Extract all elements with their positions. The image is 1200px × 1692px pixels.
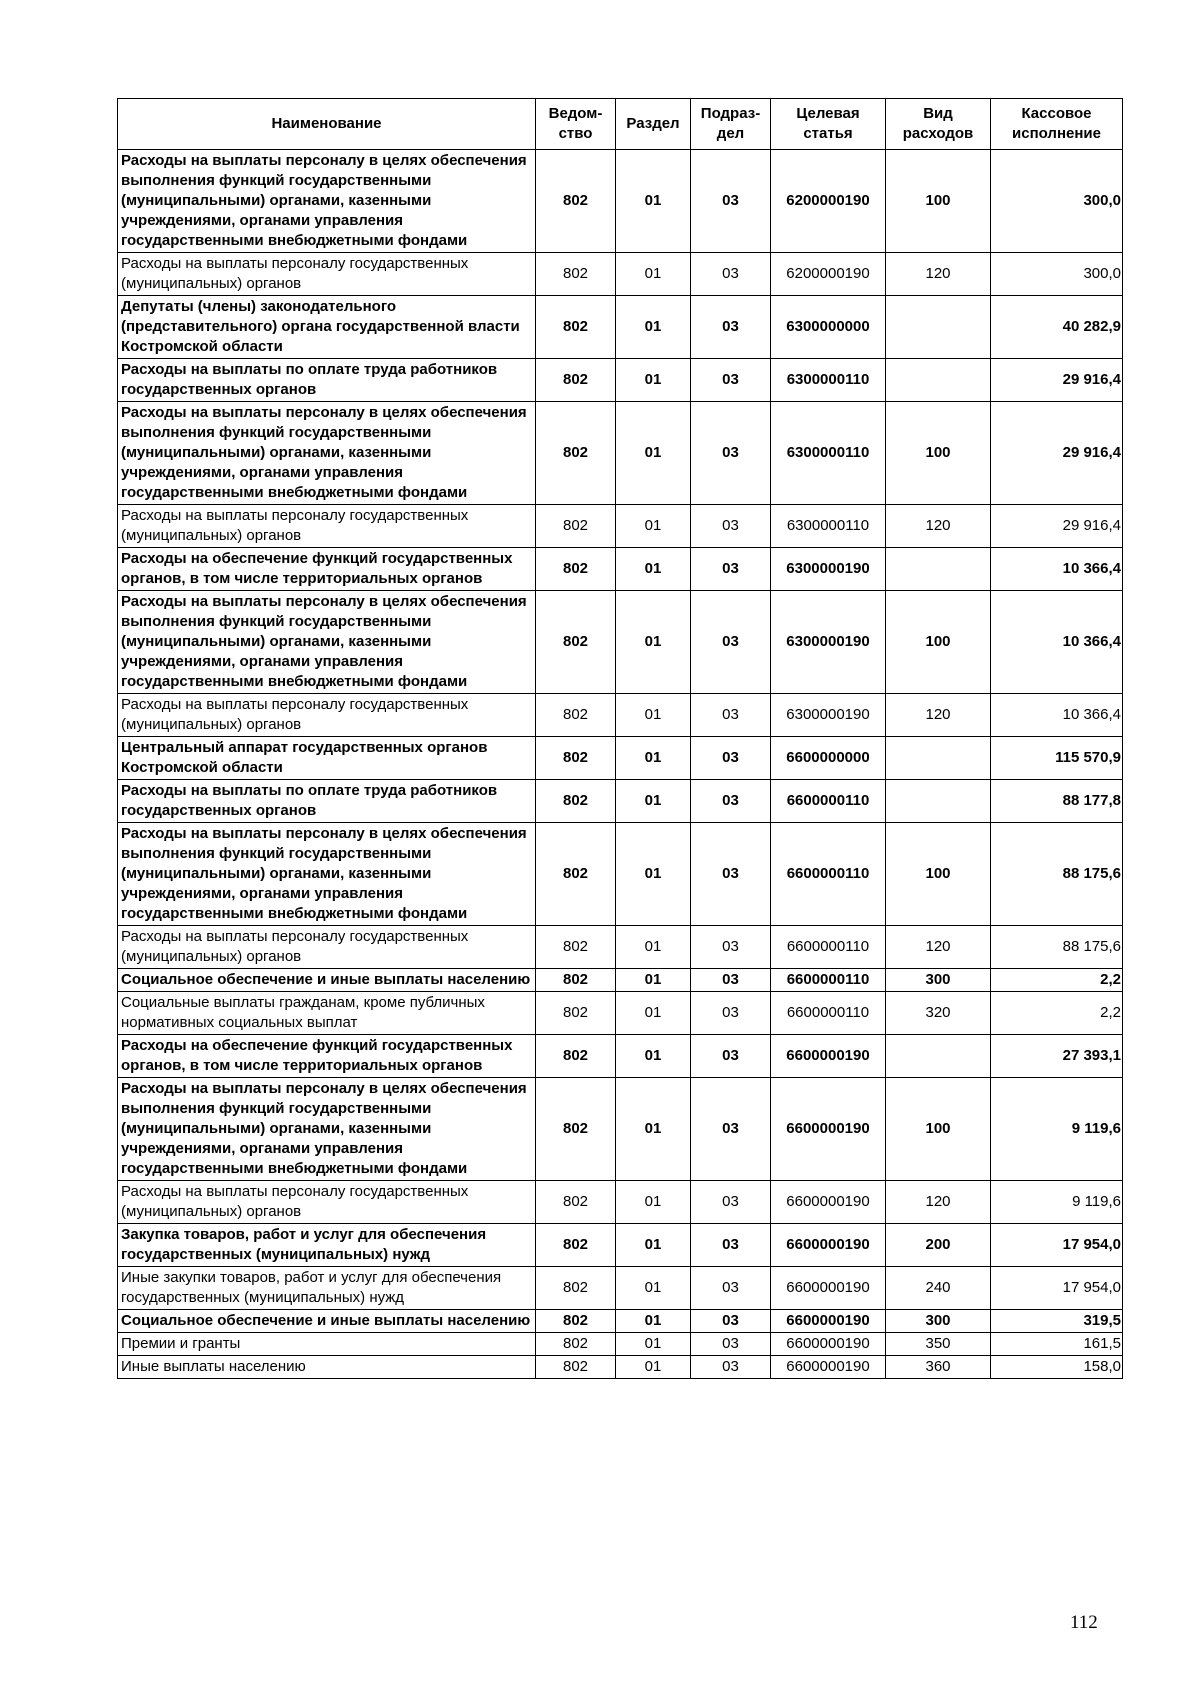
cell-amount: 319,5	[991, 1310, 1123, 1333]
cell-dept: 802	[536, 1333, 616, 1356]
cell-amount: 300,0	[991, 150, 1123, 253]
cell-target: 6600000110	[771, 969, 886, 992]
cell-section: 01	[616, 548, 691, 591]
cell-kind: 120	[886, 505, 991, 548]
cell-dept: 802	[536, 253, 616, 296]
table-row	[118, 694, 1123, 737]
cell-name: Центральный аппарат государственных органов Костромской области	[118, 737, 536, 780]
cell-section: 01	[616, 737, 691, 780]
table-row	[118, 1356, 1123, 1379]
cell-dept: 802	[536, 823, 616, 926]
cell-subsection: 03	[691, 1356, 771, 1379]
cell-target: 6300000110	[771, 505, 886, 548]
cell-dept: 802	[536, 780, 616, 823]
cell-target: 6300000190	[771, 591, 886, 694]
cell-name: Социальное обеспечение и иные выплаты населению	[118, 1310, 536, 1333]
cell-dept: 802	[536, 296, 616, 359]
cell-name: Расходы на выплаты персоналу в целях обеспечения выполнения функций государственными (муниципальными) органами, казенными учреждениями, органами управления государственными внебюджетными фондами	[118, 591, 536, 694]
cell-dept: 802	[536, 992, 616, 1035]
cell-section: 01	[616, 780, 691, 823]
cell-amount: 29 916,4	[991, 505, 1123, 548]
cell-section: 01	[616, 1224, 691, 1267]
cell-dept: 802	[536, 591, 616, 694]
cell-name: Расходы на выплаты персоналу в целях обеспечения выполнения функций государственными (муниципальными) органами, казенными учреждениями, органами управления государственными внебюджетными фондами	[118, 402, 536, 505]
cell-name: Расходы на выплаты по оплате труда работников государственных органов	[118, 780, 536, 823]
cell-dept: 802	[536, 1078, 616, 1181]
table-row	[118, 1035, 1123, 1078]
header-section: Раздел	[616, 99, 691, 150]
cell-section: 01	[616, 402, 691, 505]
cell-target: 6600000110	[771, 823, 886, 926]
cell-subsection: 03	[691, 548, 771, 591]
cell-section: 01	[616, 1078, 691, 1181]
cell-dept: 802	[536, 1267, 616, 1310]
cell-subsection: 03	[691, 823, 771, 926]
table-row	[118, 505, 1123, 548]
cell-amount: 2,2	[991, 969, 1123, 992]
cell-subsection: 03	[691, 992, 771, 1035]
cell-subsection: 03	[691, 1078, 771, 1181]
cell-target: 6600000190	[771, 1181, 886, 1224]
cell-amount: 10 366,4	[991, 591, 1123, 694]
cell-target: 6600000000	[771, 737, 886, 780]
cell-amount: 10 366,4	[991, 548, 1123, 591]
cell-kind: 300	[886, 1310, 991, 1333]
cell-name: Расходы на обеспечение функций государственных органов, в том числе территориальных органов	[118, 548, 536, 591]
cell-target: 6600000190	[771, 1078, 886, 1181]
cell-subsection: 03	[691, 359, 771, 402]
cell-amount: 17 954,0	[991, 1224, 1123, 1267]
cell-name: Социальное обеспечение и иные выплаты населению	[118, 969, 536, 992]
cell-kind: 240	[886, 1267, 991, 1310]
cell-target: 6600000110	[771, 992, 886, 1035]
cell-name: Расходы на выплаты персоналу государственных (муниципальных) органов	[118, 505, 536, 548]
cell-target: 6600000190	[771, 1333, 886, 1356]
cell-kind	[886, 737, 991, 780]
cell-name: Расходы на выплаты персоналу государственных (муниципальных) органов	[118, 694, 536, 737]
cell-subsection: 03	[691, 1035, 771, 1078]
cell-section: 01	[616, 992, 691, 1035]
cell-amount: 300,0	[991, 253, 1123, 296]
cell-target: 6300000110	[771, 402, 886, 505]
table-row	[118, 1333, 1123, 1356]
cell-section: 01	[616, 1035, 691, 1078]
cell-amount: 158,0	[991, 1356, 1123, 1379]
cell-subsection: 03	[691, 591, 771, 694]
table-row	[118, 926, 1123, 969]
cell-amount: 2,2	[991, 992, 1123, 1035]
cell-dept: 802	[536, 1224, 616, 1267]
cell-target: 6600000110	[771, 780, 886, 823]
table-row	[118, 992, 1123, 1035]
cell-target: 6600000190	[771, 1224, 886, 1267]
cell-target: 6200000190	[771, 253, 886, 296]
budget-table	[117, 98, 1123, 1379]
cell-kind: 100	[886, 823, 991, 926]
cell-subsection: 03	[691, 926, 771, 969]
cell-dept: 802	[536, 150, 616, 253]
cell-dept: 802	[536, 1356, 616, 1379]
table-row	[118, 1181, 1123, 1224]
cell-amount: 10 366,4	[991, 694, 1123, 737]
cell-kind: 100	[886, 402, 991, 505]
cell-target: 6300000190	[771, 694, 886, 737]
cell-section: 01	[616, 591, 691, 694]
cell-subsection: 03	[691, 1267, 771, 1310]
table-row	[118, 737, 1123, 780]
cell-kind	[886, 780, 991, 823]
cell-target: 6300000110	[771, 359, 886, 402]
cell-kind	[886, 1035, 991, 1078]
cell-subsection: 03	[691, 1181, 771, 1224]
cell-subsection: 03	[691, 253, 771, 296]
cell-kind: 100	[886, 150, 991, 253]
cell-section: 01	[616, 1310, 691, 1333]
cell-name: Расходы на выплаты персоналу государственных (муниципальных) органов	[118, 1181, 536, 1224]
table-row	[118, 780, 1123, 823]
cell-section: 01	[616, 296, 691, 359]
cell-subsection: 03	[691, 1310, 771, 1333]
cell-amount: 17 954,0	[991, 1267, 1123, 1310]
table-row	[118, 1267, 1123, 1310]
cell-subsection: 03	[691, 296, 771, 359]
cell-kind	[886, 359, 991, 402]
cell-amount: 161,5	[991, 1333, 1123, 1356]
cell-section: 01	[616, 1356, 691, 1379]
cell-section: 01	[616, 1267, 691, 1310]
cell-amount: 9 119,6	[991, 1078, 1123, 1181]
cell-kind: 120	[886, 253, 991, 296]
cell-section: 01	[616, 150, 691, 253]
table-row	[118, 402, 1123, 505]
cell-subsection: 03	[691, 505, 771, 548]
cell-target: 6200000190	[771, 150, 886, 253]
cell-section: 01	[616, 1333, 691, 1356]
cell-amount: 27 393,1	[991, 1035, 1123, 1078]
cell-kind: 320	[886, 992, 991, 1035]
cell-kind: 120	[886, 1181, 991, 1224]
cell-amount: 88 175,6	[991, 823, 1123, 926]
cell-amount: 88 177,8	[991, 780, 1123, 823]
table-row	[118, 150, 1123, 253]
cell-subsection: 03	[691, 150, 771, 253]
cell-name: Депутаты (члены) законодательного (представительного) органа государственной власти Костромской области	[118, 296, 536, 359]
cell-dept: 802	[536, 969, 616, 992]
cell-target: 6300000190	[771, 548, 886, 591]
cell-section: 01	[616, 926, 691, 969]
cell-kind: 120	[886, 926, 991, 969]
cell-dept: 802	[536, 1310, 616, 1333]
cell-target: 6300000000	[771, 296, 886, 359]
cell-subsection: 03	[691, 1333, 771, 1356]
cell-name: Иные закупки товаров, работ и услуг для обеспечения государственных (муниципальных) нужд	[118, 1267, 536, 1310]
cell-amount: 29 916,4	[991, 402, 1123, 505]
cell-name: Расходы на выплаты персоналу в целях обеспечения выполнения функций государственными (муниципальными) органами, казенными учреждениями, органами управления государственными внебюджетными фондами	[118, 1078, 536, 1181]
cell-name: Иные выплаты населению	[118, 1356, 536, 1379]
cell-name: Расходы на выплаты персоналу в целях обеспечения выполнения функций государственными (муниципальными) органами, казенными учреждениями, органами управления государственными внебюджетными фондами	[118, 823, 536, 926]
cell-target: 6600000190	[771, 1267, 886, 1310]
cell-target: 6600000190	[771, 1356, 886, 1379]
table-row	[118, 548, 1123, 591]
cell-dept: 802	[536, 926, 616, 969]
page-number: 112	[1070, 1612, 1098, 1633]
table-row	[118, 823, 1123, 926]
cell-dept: 802	[536, 694, 616, 737]
cell-kind: 350	[886, 1333, 991, 1356]
cell-dept: 802	[536, 359, 616, 402]
cell-target: 6600000110	[771, 926, 886, 969]
cell-amount: 40 282,9	[991, 296, 1123, 359]
header-subsection: Подраз-дел	[691, 99, 771, 150]
cell-subsection: 03	[691, 694, 771, 737]
cell-section: 01	[616, 253, 691, 296]
cell-name: Социальные выплаты гражданам, кроме публичных нормативных социальных выплат	[118, 992, 536, 1035]
cell-subsection: 03	[691, 402, 771, 505]
cell-target: 6600000190	[771, 1035, 886, 1078]
table-header	[118, 99, 1123, 150]
table-row	[118, 591, 1123, 694]
cell-kind	[886, 548, 991, 591]
cell-section: 01	[616, 505, 691, 548]
cell-target: 6600000190	[771, 1310, 886, 1333]
cell-kind: 300	[886, 969, 991, 992]
cell-section: 01	[616, 359, 691, 402]
cell-name: Расходы на выплаты персоналу государственных (муниципальных) органов	[118, 926, 536, 969]
cell-subsection: 03	[691, 737, 771, 780]
cell-dept: 802	[536, 402, 616, 505]
table-row	[118, 969, 1123, 992]
cell-kind: 100	[886, 1078, 991, 1181]
cell-name: Расходы на выплаты персоналу в целях обеспечения выполнения функций государственными (муниципальными) органами, казенными учреждениями, органами управления государственными внебюджетными фондами	[118, 150, 536, 253]
cell-kind: 100	[886, 591, 991, 694]
cell-section: 01	[616, 694, 691, 737]
cell-name: Закупка товаров, работ и услуг для обеспечения государственных (муниципальных) нужд	[118, 1224, 536, 1267]
header-target: Целевая статья	[771, 99, 886, 150]
table-body	[118, 150, 1123, 1379]
header-dept: Ведом-ство	[536, 99, 616, 150]
header-amount: Кассовое исполнение	[991, 99, 1123, 150]
header-kind: Вид расходов	[886, 99, 991, 150]
cell-kind: 200	[886, 1224, 991, 1267]
cell-amount: 88 175,6	[991, 926, 1123, 969]
table-row	[118, 359, 1123, 402]
table-row	[118, 1224, 1123, 1267]
cell-kind: 360	[886, 1356, 991, 1379]
cell-dept: 802	[536, 1035, 616, 1078]
cell-dept: 802	[536, 505, 616, 548]
cell-subsection: 03	[691, 969, 771, 992]
cell-amount: 29 916,4	[991, 359, 1123, 402]
cell-dept: 802	[536, 737, 616, 780]
cell-subsection: 03	[691, 780, 771, 823]
cell-name: Расходы на выплаты персоналу государственных (муниципальных) органов	[118, 253, 536, 296]
table-row	[118, 1078, 1123, 1181]
cell-name: Расходы на выплаты по оплате труда работников государственных органов	[118, 359, 536, 402]
cell-subsection: 03	[691, 1224, 771, 1267]
cell-section: 01	[616, 1181, 691, 1224]
table-row	[118, 296, 1123, 359]
cell-section: 01	[616, 823, 691, 926]
cell-kind	[886, 296, 991, 359]
cell-amount: 115 570,9	[991, 737, 1123, 780]
cell-amount: 9 119,6	[991, 1181, 1123, 1224]
table-row	[118, 253, 1123, 296]
cell-section: 01	[616, 969, 691, 992]
cell-dept: 802	[536, 548, 616, 591]
cell-name: Премии и гранты	[118, 1333, 536, 1356]
cell-kind: 120	[886, 694, 991, 737]
cell-name: Расходы на обеспечение функций государственных органов, в том числе территориальных органов	[118, 1035, 536, 1078]
table-row	[118, 1310, 1123, 1333]
header-name: Наименование	[118, 99, 536, 150]
cell-dept: 802	[536, 1181, 616, 1224]
